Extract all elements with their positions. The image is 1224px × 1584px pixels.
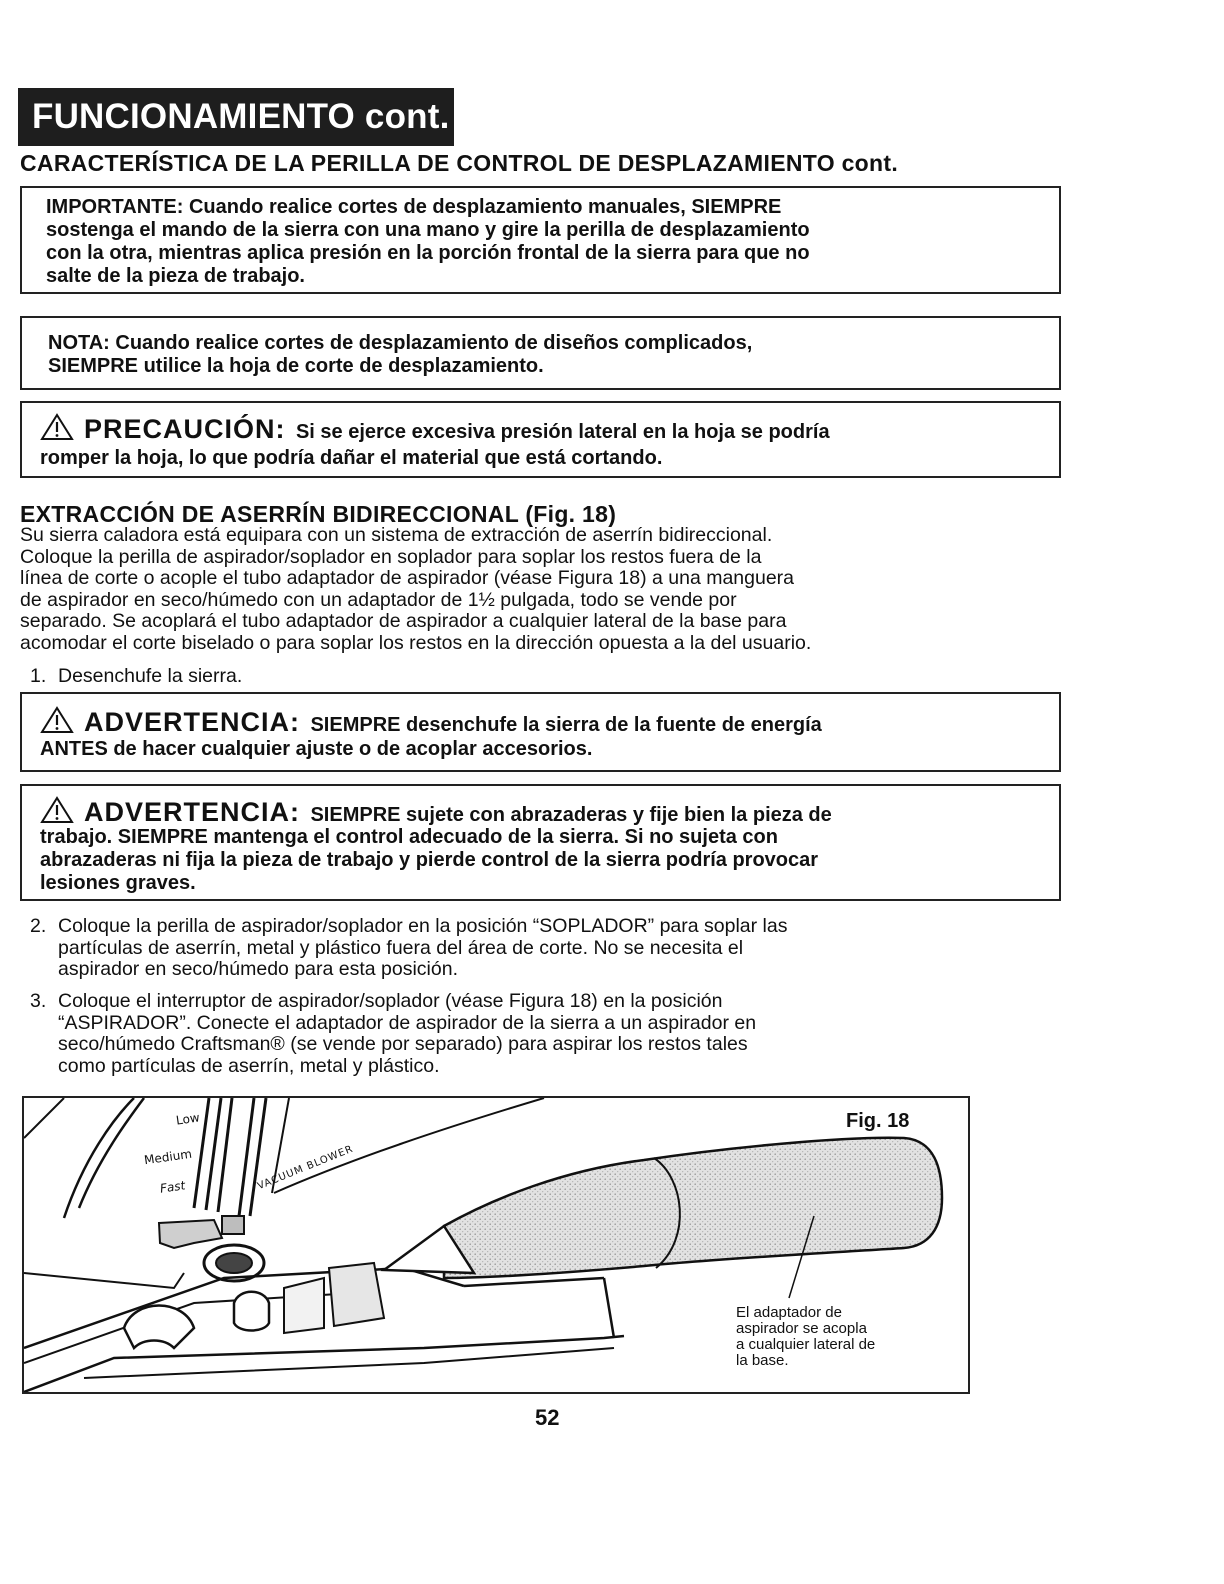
- caution-text-line2: romper la hoja, lo que podría dañar el material que está cortando.: [40, 447, 663, 469]
- caption-line: la base.: [736, 1352, 789, 1369]
- step-number: 1.: [30, 665, 47, 687]
- warning-1-title: ADVERTENCIA:: [84, 707, 301, 737]
- warning-box-1: [20, 692, 1061, 772]
- step-line: partículas de aserrín, metal y plástico fuera del área de corte. No se necesita el: [58, 936, 744, 959]
- important-line: IMPORTANTE: Cuando realice cortes de desplazamiento manuales, SIEMPRE: [46, 196, 782, 218]
- step-line: seco/húmedo Craftsman® (se vende por separado) para aspirar los restos tales: [58, 1033, 748, 1055]
- important-box: [20, 186, 1061, 294]
- step-line: como partículas de aserrín, metal y plástico.: [58, 1054, 440, 1077]
- page-number: 52: [535, 1405, 560, 1430]
- note-line: NOTA: Cuando realice cortes de desplazamiento de diseños complicados,: [48, 332, 753, 354]
- warning-1-line2: ANTES de hacer cualquier ajuste o de acoplar accesorios.: [40, 738, 593, 760]
- note-line: SIEMPRE utilice la hoja de corte de desplazamiento.: [48, 355, 544, 377]
- paragraph-line: de aspirador en seco/húmedo con un adaptador de 1½ pulgada, todo se vende por: [20, 588, 737, 611]
- important-line: con la otra, mientras aplica presión en la porción frontal de la sierra para que no: [46, 242, 810, 264]
- extraction-title: EXTRACCIÓN DE ASERRÍN BIDIRECCIONAL (Fig. 18): [20, 501, 617, 527]
- warning-2-text: SIEMPRE sujete con abrazaderas y fije bien la pieza de: [310, 804, 832, 826]
- step-1: [30, 666, 1030, 690]
- step-3: [30, 991, 1070, 1081]
- step-number: 3.: [30, 990, 47, 1012]
- step-2: [30, 916, 1070, 984]
- banner-title: FUNCIONAMIENTO cont.: [32, 97, 450, 136]
- figure-label: Fig. 18: [846, 1110, 910, 1132]
- caption-line: aspirador se acopla: [736, 1320, 867, 1337]
- warning-2-line: trabajo. SIEMPRE mantenga el control adecuado de la sierra. Si no sujeta con: [40, 826, 778, 848]
- step-text: Desenchufe la sierra.: [58, 665, 243, 687]
- paragraph-line: separado. Se acoplará el tubo adaptador de aspirador a cualquier lateral de la base para: [20, 610, 787, 632]
- caption-line: a cualquier lateral de: [736, 1336, 876, 1353]
- warning-box-2: [20, 784, 1061, 901]
- warning-triangle-icon: [40, 796, 74, 824]
- speed-label-low: Low: [175, 1110, 201, 1128]
- caution-text: Si se ejerce excesiva presión lateral en la hoja se podría: [295, 421, 830, 443]
- section-title: CARACTERÍSTICA DE LA PERILLA DE CONTROL DE DESPLAZAMIENTO cont.: [20, 150, 899, 176]
- paragraph-line: Coloque la perilla de aspirador/soplador en soplador para soplar los restos fuera de la: [20, 545, 762, 568]
- paragraph-line: Su sierra caladora está equipara con un sistema de extracción de aserrín bidireccional.: [20, 524, 773, 546]
- step-line: Coloque la perilla de aspirador/soplador en la posición “SOPLADOR” para soplar las: [58, 915, 788, 937]
- speed-label-fast: Fast: [159, 1178, 187, 1196]
- warning-triangle-icon: [40, 706, 74, 734]
- warning-2-line: abrazaderas ni fija la pieza de trabajo y pierde control de la sierra podría provocar: [40, 849, 819, 871]
- vacuum-blower-switch-label: VACUUM BLOWER: [256, 1143, 356, 1193]
- warning-1-text: SIEMPRE desenchufe la sierra de la fuente de energía: [310, 714, 822, 736]
- step-line: aspirador en seco/húmedo para esta posición.: [58, 958, 458, 980]
- extraction-paragraph: [20, 525, 811, 654]
- warning-2-title: ADVERTENCIA:: [84, 797, 301, 827]
- step-line: Coloque el interruptor de aspirador/soplador (véase Figura 18) en la posición: [58, 990, 723, 1012]
- important-line: sostenga el mando de la sierra con una mano y gire la perilla de desplazamiento: [46, 219, 810, 241]
- figure-18: [22, 1096, 970, 1394]
- caption-line: El adaptador de: [736, 1304, 842, 1321]
- important-line: salte de la pieza de trabajo.: [46, 265, 305, 287]
- step-number: 2.: [30, 915, 47, 937]
- caution-title: PRECAUCIÓN:: [84, 414, 286, 444]
- figure-caption: [736, 1305, 875, 1369]
- paragraph-line: línea de corte o acople el tubo adaptador de aspirador (véase Figura 18) a una manguera: [20, 567, 795, 589]
- section-banner: [18, 88, 454, 146]
- warning-triangle-icon: [40, 413, 74, 441]
- paragraph-line: acomodar el corte biselado o para soplar los restos en la dirección opuesta a la del usuario.: [20, 631, 812, 654]
- warning-2-line: lesiones graves.: [40, 872, 196, 894]
- caution-box: [20, 401, 1061, 478]
- note-box: [20, 316, 1061, 390]
- step-line: “ASPIRADOR”. Conecte el adaptador de aspirador de la sierra a un aspirador en: [58, 1011, 757, 1034]
- speed-label-medium: Medium: [143, 1146, 193, 1168]
